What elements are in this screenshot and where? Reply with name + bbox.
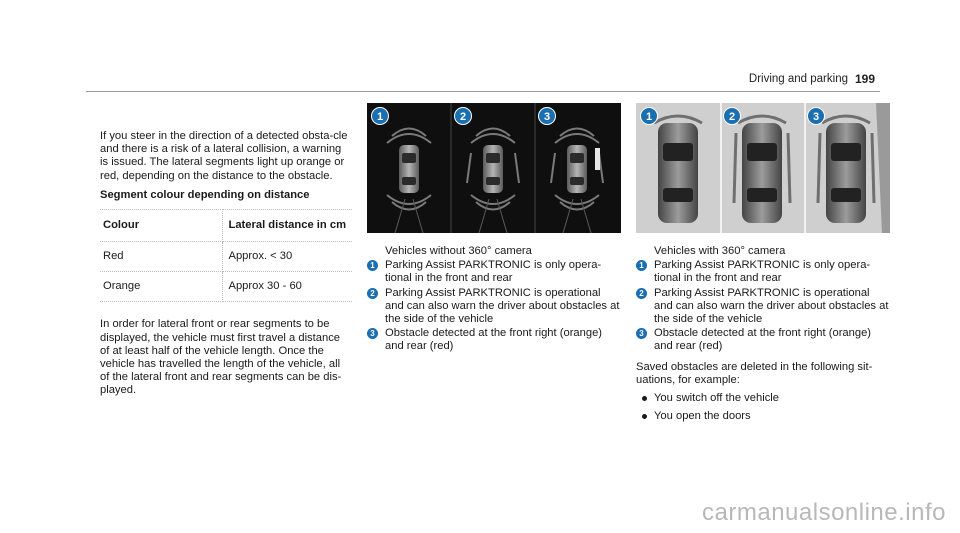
list-item	[636, 287, 890, 327]
number-badge: 2	[367, 288, 378, 299]
camera-panel-1	[654, 116, 702, 223]
page-number: 199	[854, 72, 875, 86]
list-item-text: Parking Assist PARKTRONIC is only opera-tional in the front and rear	[654, 259, 871, 285]
caption-without-camera	[367, 245, 621, 354]
text-column-left	[100, 130, 352, 398]
list-item	[636, 327, 890, 353]
list-item-text: Obstacle detected at the front right (orange) and rear (red)	[654, 327, 872, 353]
list-item	[367, 287, 621, 327]
list-item-text: Parking Assist PARKTRONIC is operational and can also warn the driver about obstacles at the side of the vehicle	[654, 286, 889, 326]
table-row	[100, 272, 352, 302]
number-badge: 1	[367, 260, 378, 271]
saved-obstacles-paragraph: Saved obstacles are deleted in the following sit-uations, for example:	[636, 360, 873, 386]
section-title: Driving and parking	[748, 73, 848, 85]
bullet-item	[636, 392, 890, 405]
caption-title: Vehicles without 360° camera	[385, 245, 532, 257]
table-cell-colour: Orange	[100, 272, 222, 302]
list-item	[367, 259, 621, 285]
table-header-row	[100, 210, 352, 242]
figure-badge-2: 2	[723, 107, 741, 125]
camera-panel-2	[734, 116, 790, 223]
table-cell-distance: Approx 30 - 60	[222, 272, 352, 302]
list-item	[367, 327, 621, 353]
bullet-dot-icon	[642, 414, 647, 419]
number-badge: 3	[636, 328, 647, 339]
intro-paragraph: If you steer in the direction of a detected obsta-cle and there is a risk of a lateral collision, a warning is issued. The lateral segments light up orange or red, depending on the distance to the obstacle.	[100, 130, 348, 182]
table-header-distance: Lateral distance in cm	[222, 210, 352, 242]
bullet-text: You switch off the vehicle	[654, 392, 780, 405]
figure-badge-3: 3	[807, 107, 825, 125]
table-header-colour: Colour	[100, 210, 222, 242]
table-heading: Segment colour depending on distance	[100, 188, 310, 201]
list-item-text: Obstacle detected at the front right (orange) and rear (red)	[385, 327, 603, 353]
number-badge: 1	[636, 260, 647, 271]
caption-with-camera	[636, 245, 890, 423]
outro-paragraph: In order for lateral front or rear segments to be displayed, the vehicle must first travel a distance of at least half of the vehicle length. Once the vehicle has travelled the length of the vehicle, all of the lateral front and rear segments can be dis-played.	[100, 318, 342, 397]
camera-panel-3	[818, 116, 874, 223]
number-badge: 2	[636, 288, 647, 299]
figure-without-camera	[367, 103, 621, 233]
list-item	[636, 259, 890, 285]
page-header	[0, 0, 960, 95]
camera-view-illustration	[636, 103, 890, 233]
bullet-item	[636, 410, 890, 423]
figure-with-camera	[636, 103, 890, 233]
caption-title: Vehicles with 360° camera	[654, 245, 786, 257]
bullet-text: You open the doors	[654, 410, 751, 423]
table-cell-distance: Approx. < 30	[222, 242, 352, 272]
table-cell-colour: Red	[100, 242, 222, 272]
parking-display-illustration	[367, 103, 621, 233]
segment-colour-table	[100, 209, 352, 302]
list-item-text: Parking Assist PARKTRONIC is only opera-tional in the front and rear	[385, 259, 602, 285]
figure-badge-1: 1	[640, 107, 658, 125]
figure-badge-2: 2	[454, 107, 472, 125]
table-row	[100, 242, 352, 272]
bullet-dot-icon	[642, 396, 647, 401]
header-divider	[86, 91, 880, 92]
figure-badge-1: 1	[371, 107, 389, 125]
watermark: carmanualsonline.info	[702, 499, 946, 526]
list-item-text: Parking Assist PARKTRONIC is operational and can also warn the driver about obstacles at the side of the vehicle	[385, 286, 620, 326]
number-badge: 3	[367, 328, 378, 339]
figure-badge-3: 3	[538, 107, 556, 125]
